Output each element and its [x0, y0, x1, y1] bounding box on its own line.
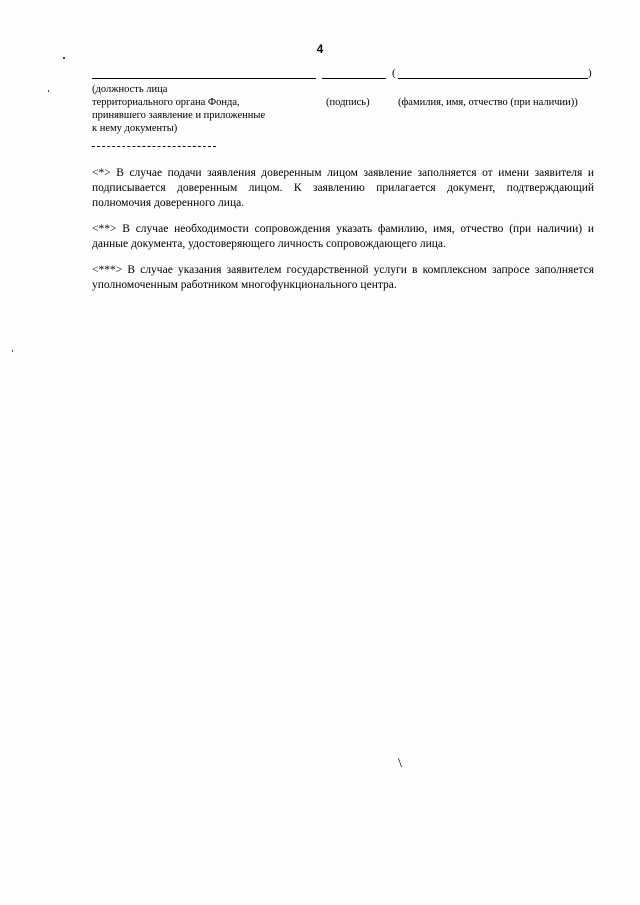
scan-speck	[48, 90, 49, 92]
scan-speck	[63, 57, 65, 59]
page-number: 4	[316, 42, 324, 56]
footnote-2: <**> В случае необходимости сопровождения указать фамилию, имя, отчество (при наличии) и данные документа, удостоверяющего личность сопровождающего лица.	[92, 223, 594, 250]
stray-mark: \	[398, 756, 402, 771]
footnote-separator	[92, 146, 216, 147]
signature-caption: (подпись)	[326, 97, 370, 108]
name-line	[398, 78, 588, 79]
name-close-paren: )	[588, 67, 592, 79]
name-caption: (фамилия, имя, отчество (при наличии))	[398, 97, 578, 108]
footnote-3: <***> В случае указания заявителем государственной услуги в комплексном запросе заполняется уполномоченным работником многофункционального центра.	[92, 264, 594, 291]
position-caption: (должность лица территориального органа Фонда, принявшего заявление и приложенные к нему документы)	[92, 84, 266, 134]
position-line	[92, 78, 316, 79]
signature-line	[322, 78, 386, 79]
scan-speck	[12, 350, 13, 352]
name-open-paren: (	[392, 67, 396, 79]
footnote-1: <*> В случае подачи заявления доверенным лицом заявление заполняется от имени заявителя и подписывается доверенным лицом. К заявлению прилагается документ, подтверждающий полномочия доверенного лица.	[92, 167, 594, 209]
